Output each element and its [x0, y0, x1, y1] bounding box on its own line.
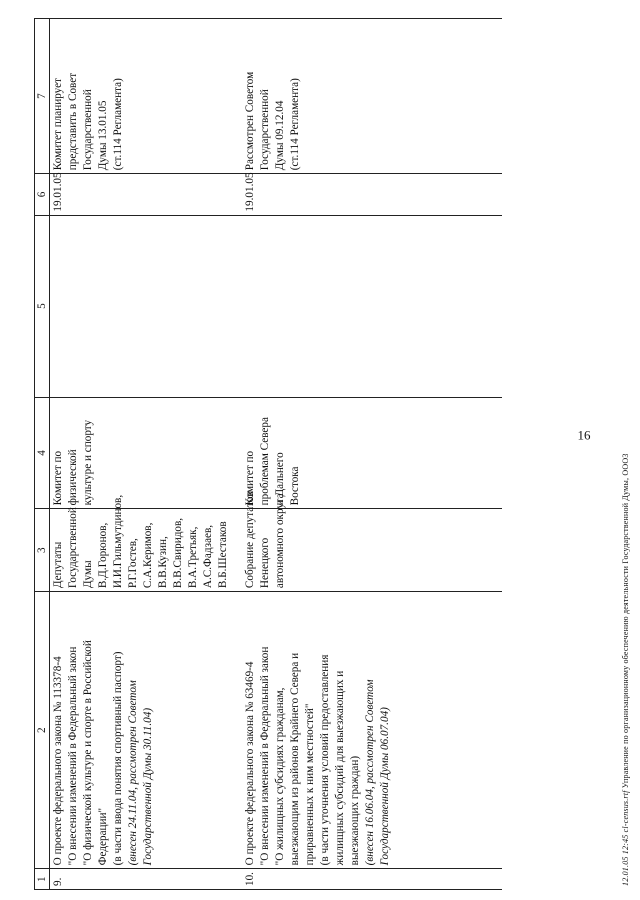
initiator-line: В.А.Третьяк, — [187, 526, 199, 589]
bill-title-line: выезжающих граждан) — [349, 755, 361, 866]
column-number: 5 — [35, 215, 50, 397]
initiator-line: Собрание депутатов — [244, 491, 256, 589]
bill-description — [50, 592, 243, 869]
review-date: 19.01.05 — [50, 174, 243, 215]
initiator-line: В.В.Свиридов, — [172, 517, 184, 589]
row-number: 10. — [242, 869, 502, 890]
bill-title-line: О проекте федерального закона № 63469-4 — [244, 661, 256, 866]
column-number: 4 — [35, 397, 50, 509]
status-line: Думы 09.12.04 — [274, 100, 286, 171]
initiator-line: В.Д.Горюнов, — [97, 522, 109, 589]
initiator-line: автономного округа — [274, 493, 286, 589]
table-row — [50, 19, 243, 890]
status-line: Рассмотрен Советом — [244, 71, 256, 171]
responsible-committee — [242, 397, 502, 509]
bill-note-line: (внесен 24.11.04, рассмотрен Советом — [127, 680, 139, 866]
bill-title-line: "О внесении изменений в Федеральный закон — [67, 646, 79, 866]
bill-initiators — [50, 494, 243, 592]
bill-title-line: О проекте федерального закона № 113378-4 — [52, 656, 64, 866]
bill-title-line: "О внесении изменений в Федеральный закон — [259, 646, 271, 866]
initiator-line: В.Б.Шестаков — [217, 521, 229, 589]
initiator-line: Р.Г.Гостев, — [127, 538, 139, 589]
initiator-line: В.В.Кузин, — [157, 536, 169, 589]
status-line: Государственной — [259, 89, 271, 171]
bill-note-line: Государственной Думы 06.07.04) — [379, 707, 391, 866]
bill-description — [242, 592, 502, 869]
bill-title-line: (в части ввода понятия спортивный паспорт) — [112, 651, 124, 866]
initiator-line: Государственной — [67, 507, 79, 589]
initiator-line: С.А.Керимов, — [142, 522, 154, 589]
review-date: 19.01.05 — [242, 174, 502, 215]
status-line: (ст.114 Регламента) — [289, 78, 301, 171]
committee-line: Комитет по — [52, 450, 64, 506]
status-line: (ст.114 Регламента) — [112, 78, 124, 171]
status-note — [50, 19, 243, 174]
column-number: 3 — [35, 509, 50, 592]
bill-title-line: "О жилищных субсидиях гражданам, — [274, 687, 286, 866]
committee-line: культуре и спорту — [82, 419, 94, 506]
initiator-line: Ненецкого — [259, 537, 271, 589]
bill-title-line: (в части уточнения условий предоставления — [319, 654, 331, 866]
column-number: 7 — [35, 19, 50, 174]
column-number: 6 — [35, 174, 50, 215]
footer-filename: 12.01.05 12:45 cl-census.rtf — [621, 790, 630, 886]
committee-line: Востока — [289, 466, 301, 506]
status-line: Государственной — [82, 89, 94, 171]
row-number: 9. — [50, 869, 243, 890]
empty-cell — [242, 215, 502, 397]
page-footer — [621, 453, 630, 886]
initiator-line: А.С.Фадзаев, — [202, 524, 214, 589]
bill-note-line: Государственной Думы 30.11.04) — [142, 707, 154, 866]
footer-text: Управление по организационному обеспечению деятельности Государственной Думы, ООО3 — [621, 453, 630, 789]
committee-line: физической — [67, 449, 79, 506]
column-number: 1 — [35, 869, 50, 890]
bill-initiators — [242, 491, 502, 592]
bill-title-line: Федерации" — [97, 807, 109, 866]
empty-cell — [50, 215, 243, 397]
status-line: Думы 13.01.05 — [97, 100, 109, 171]
initiator-line: И.И.Гильмутдинов, — [112, 494, 124, 589]
column-number: 2 — [35, 592, 50, 869]
status-line: представить в Совет — [67, 72, 79, 171]
bills-table — [34, 18, 502, 890]
bill-title-line: жилищных субсидий для выезжающих и — [334, 670, 346, 866]
status-line: Комитет планирует — [52, 78, 64, 171]
committee-line: проблемам Севера — [259, 417, 271, 506]
responsible-committee — [50, 397, 243, 509]
committee-line: и Дальнего — [274, 452, 286, 506]
page-number: 16 — [577, 427, 591, 443]
bill-title-line: "О физической культуре и спорте в Российской — [82, 640, 94, 866]
committee-line: Комитет по — [244, 450, 256, 506]
bill-title-line: приравненных к ним местностей" — [304, 703, 316, 866]
bill-title-line: выезжающим из районов Крайнего Севера и — [289, 652, 301, 866]
column-number-row — [35, 19, 50, 890]
status-note — [242, 19, 502, 174]
initiator-line: Думы — [82, 560, 94, 589]
initiator-line: Депутаты — [52, 541, 64, 589]
table-row — [242, 19, 502, 890]
bill-note-line: (внесен 16.06.04, рассмотрен Советом — [364, 679, 376, 866]
